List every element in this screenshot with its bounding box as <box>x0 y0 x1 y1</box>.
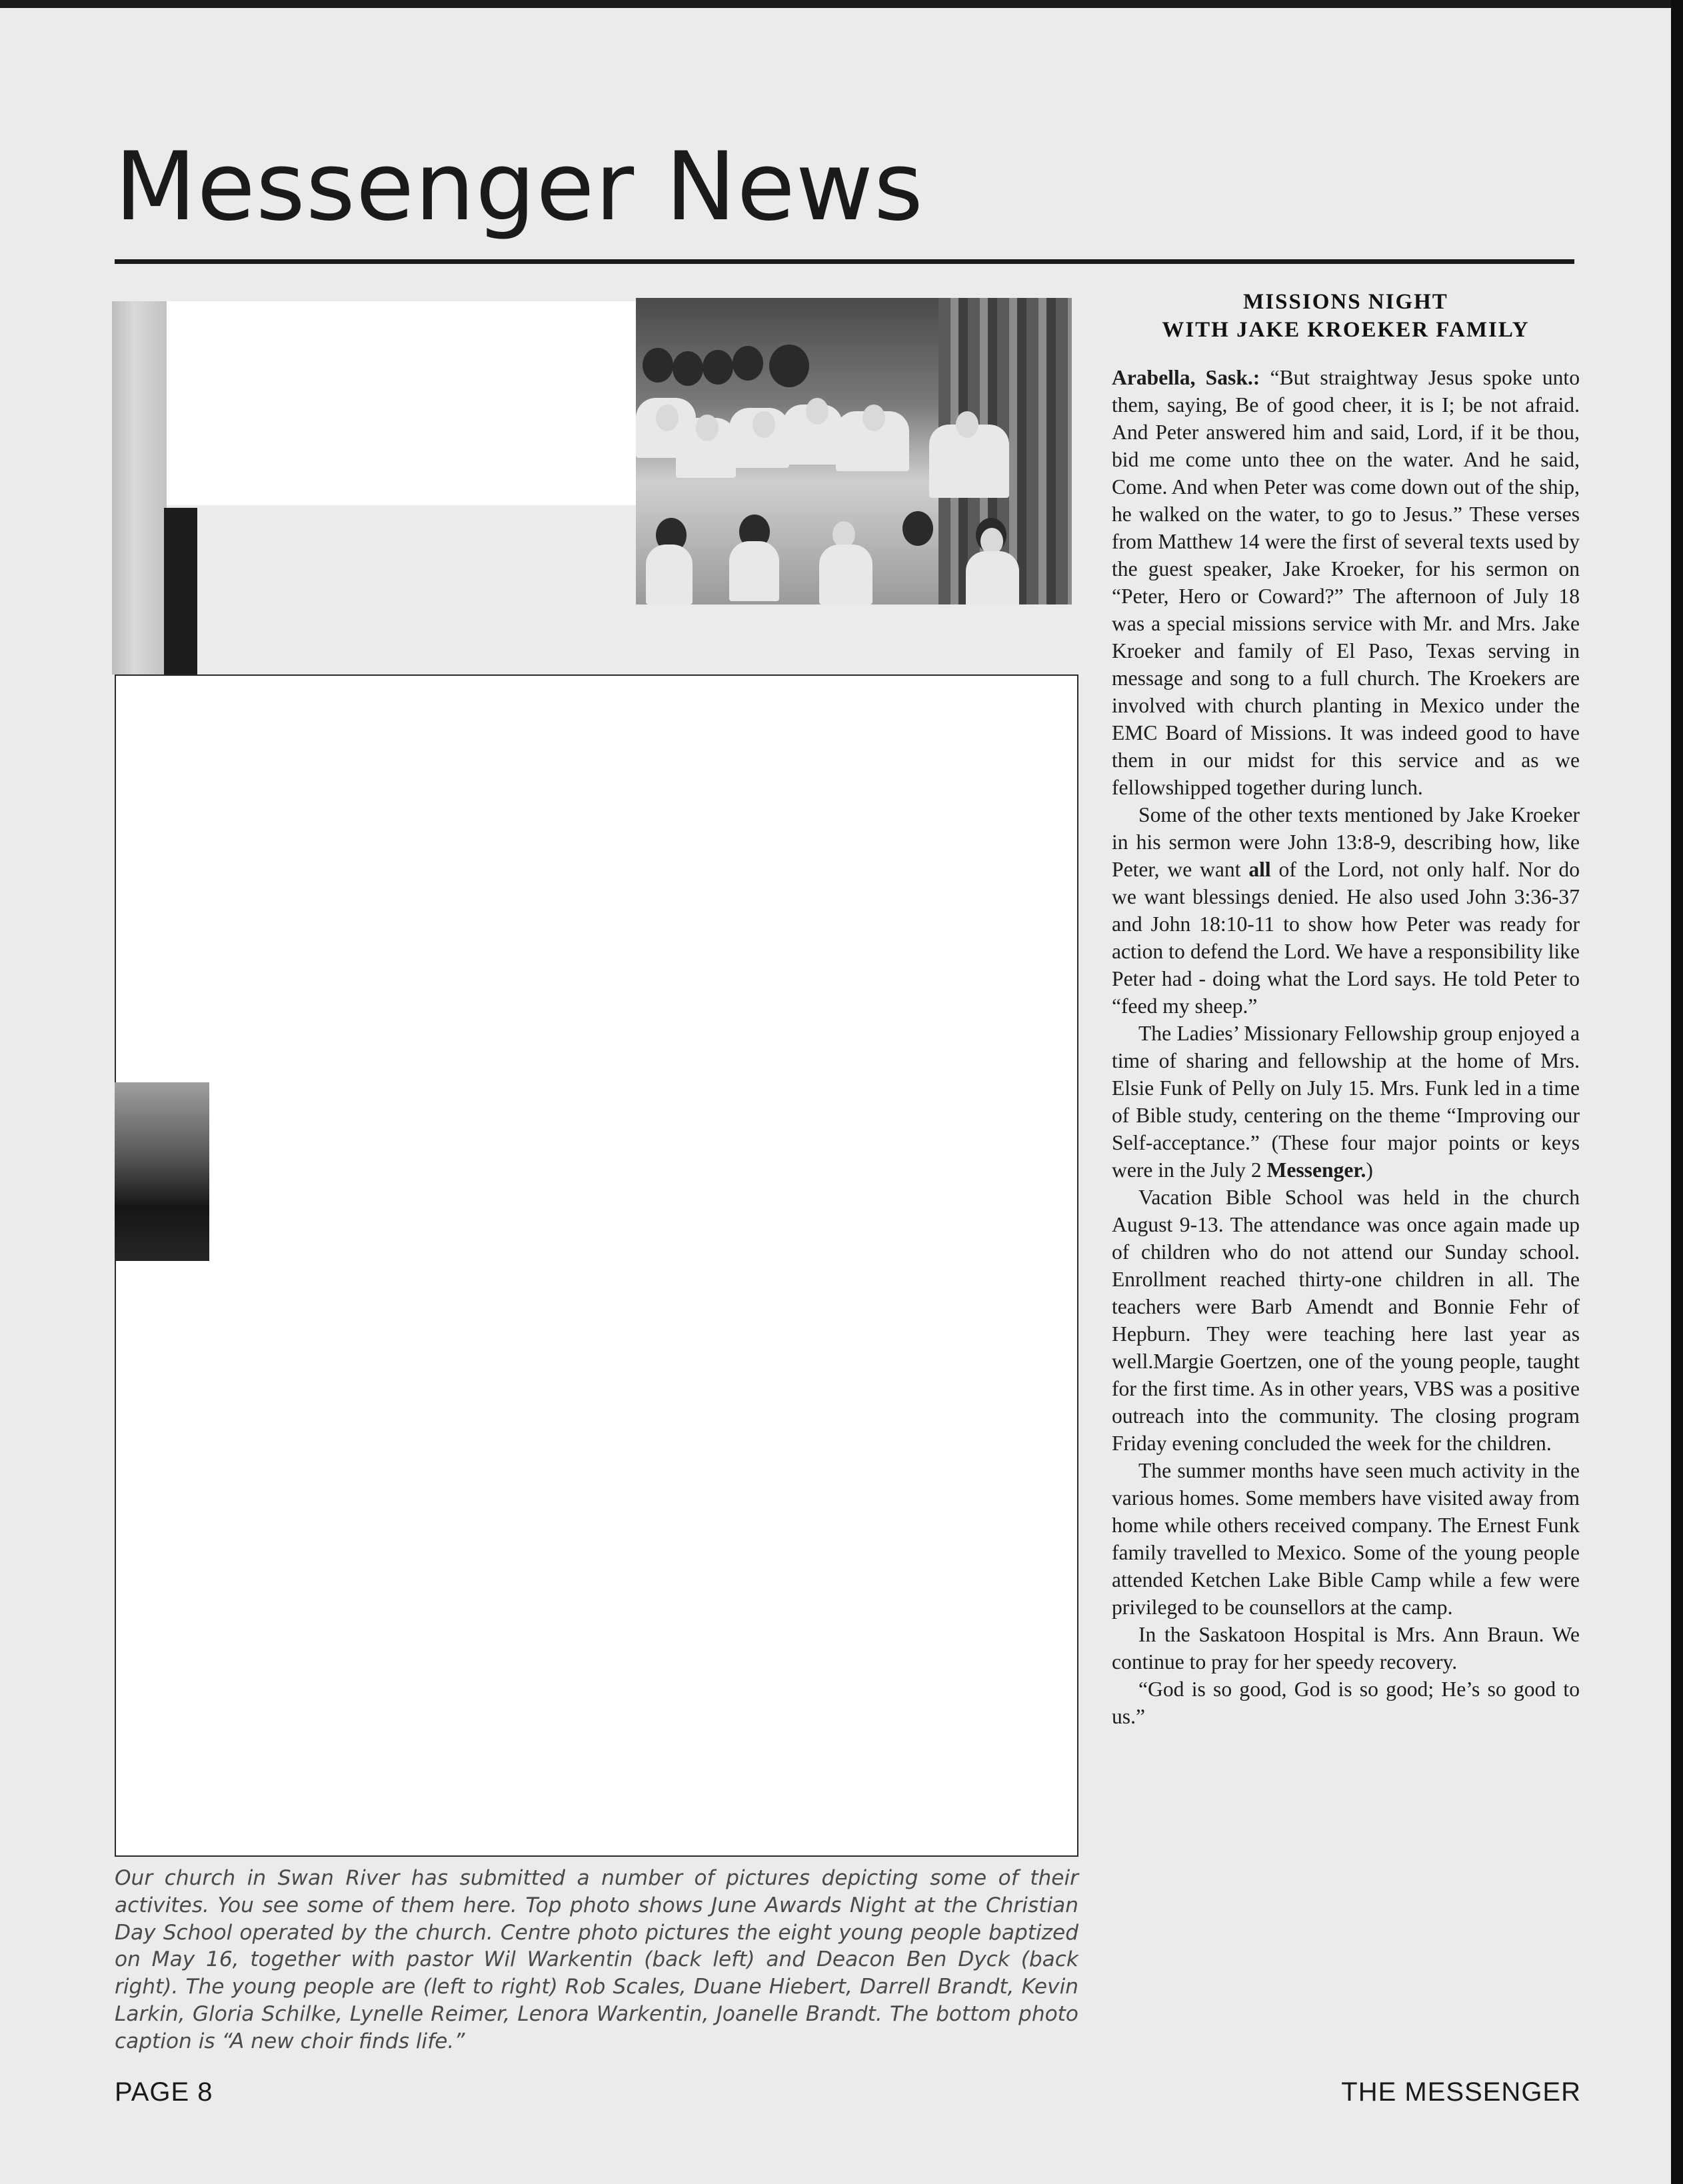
photo-person <box>806 398 829 425</box>
article-headline <box>1112 288 1580 344</box>
article-paragraph <box>1112 1020 1580 1184</box>
paragraph-text: of the Lord, not only half. Nor do we want blessings denied. He also used John 3:36-37 and John 18:10-11 to show how Peter was ready for action to defend the Lord. We have a responsibility like Peter had - doing what the Lord says. He told Peter to “feed my sheep.” <box>1112 858 1580 1018</box>
photo-person <box>833 521 855 548</box>
photo-blank-top <box>167 301 636 505</box>
photo-person <box>656 405 679 431</box>
article-paragraph: Vacation Bible School was held in the church August 9-13. The attendance was once again made up of children who do not attend our Sunday school. Enrollment reached thirty-one children in all. The teachers were Barb Amendt and Bonnie Fehr of Hepburn. They were teaching here last year as well.Margie Goertzen, one of the young people, taught for the first time. As in other years, VBS was a positive outreach into the community. The closing program Friday evening concluded the week for the children. <box>1112 1186 1580 1455</box>
publication-name: Messenger. <box>1266 1158 1366 1182</box>
photo-person <box>902 511 933 546</box>
photo-person <box>753 411 775 438</box>
masthead-rule <box>115 259 1574 264</box>
scan-edge-top <box>0 0 1683 8</box>
publication-footer: THE MESSENGER <box>1341 2077 1581 2107</box>
photo-person <box>956 411 978 438</box>
photo-person <box>646 545 693 604</box>
article-paragraph: The summer months have seen much activity in the various homes. Some members have visited away from home while others received company. The Ernest Funk family travelled to Mexico. Some of the young people attended Ketchen Lake Bible Camp while a few were privileged to be counsellors at the camp. <box>1112 1459 1580 1619</box>
photo-person <box>862 405 885 431</box>
article-paragraph <box>1112 364 1580 801</box>
paragraph-text: Some of the other texts mentioned by Jake Kroeker in his sermon were John 13:8-9, describing how, like Peter, we want <box>1112 803 1580 881</box>
article-paragraph: In the Saskatoon Hospital is Mrs. Ann Braun. We continue to pray for her speedy recovery. <box>1112 1623 1580 1673</box>
photo-person <box>819 545 872 604</box>
article-body <box>1112 364 1580 1730</box>
paragraph-text: “But straightway Jesus spoke unto them, saying, Be of good cheer, it is I; be not afraid. And Peter answered him and said, Lord, if it be thou, bid me come unto thee on the water. And he said, Come. And when Peter was come down out of the ship, he walked on the water, to go to Jesus.” These verses from Matthew 14 were the first of several texts used by the guest speaker, Jake Kroeker, for his sermon on “Peter, Hero or Coward?” The afternoon of July 18 was a special missions service with Mr. and Mrs. Jake Kroeker and family of El Paso, Texas serving in message and song to a full church. The Kroekers are involved with church planting in Mexico under the EMC Board of Missions. It was indeed good to have them in our midst for this service and as we fellowshipped together during lunch. <box>1112 366 1580 799</box>
photo-blank-main <box>115 674 1078 1857</box>
photo-person <box>673 351 703 386</box>
photo-person <box>980 528 1003 554</box>
paragraph-text: ) <box>1366 1158 1373 1182</box>
article-paragraph: “God is so good, God is so good; He’s so good to us.” <box>1112 1677 1580 1728</box>
article-column <box>1112 288 1580 1730</box>
page-number: PAGE 8 <box>115 2077 213 2107</box>
photo-fragment-left <box>112 301 167 674</box>
photo-fragment-middle <box>115 1082 209 1261</box>
masthead-title: Messenger News <box>115 132 924 242</box>
article-dateline: Arabella, Sask.: <box>1112 366 1260 389</box>
photo-baptism-group <box>636 298 1072 604</box>
photo-person <box>729 541 779 601</box>
photo-person <box>966 551 1019 604</box>
article-paragraph <box>1112 801 1580 1020</box>
headline-line-1: MISSIONS NIGHT <box>1243 290 1448 314</box>
scan-edge-right <box>1671 0 1683 2184</box>
photo-person <box>769 345 809 387</box>
photo-caption: Our church in Swan River has submitted a number of pictures depicting some of their activites. You see some of them here. Top photo shows June Awards Night at the Christian Day School operated by the church. Centre photo pictures the eight young people baptized on May 16, together with pastor Wil Warkentin (back left) and Deacon Ben Dyck (back right). The young people are (left to right) Rob Scales, Duane Hiebert, Darrell Brandt, Kevin Larkin, Gloria Schilke, Lynelle Reimer, Lenora Warkentin, Joanelle Brandt. The bottom photo caption is “A new choir finds life.” <box>115 1866 1078 2053</box>
emphasis-text: all <box>1248 858 1271 881</box>
photo-person <box>703 350 733 385</box>
headline-line-2: WITH JAKE KROEKER FAMILY <box>1162 318 1530 342</box>
paragraph-text: The Ladies’ Missionary Fellowship group enjoyed a time of sharing and fellowship at the home of Mrs. Elsie Funk of Pelly on July 15. Mrs. Funk led in a time of Bible study, centering on the theme “Improving our Self-acceptance.” (These four major points or keys were in the July 2 <box>1112 1022 1580 1182</box>
photo-person <box>696 415 719 441</box>
photo-person <box>733 346 763 381</box>
photo-fragment-shadow <box>164 508 197 674</box>
photo-person <box>643 348 673 383</box>
